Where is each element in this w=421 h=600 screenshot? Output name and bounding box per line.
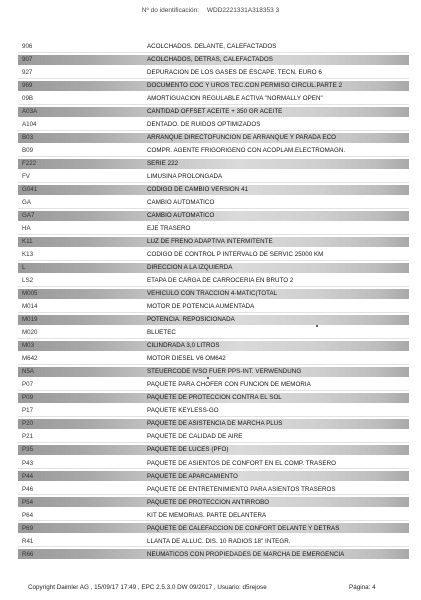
table-row (0, 209, 421, 222)
equipment-code: M642 (22, 355, 38, 363)
table-row (0, 92, 421, 105)
table-row (0, 235, 421, 248)
equipment-description: DENTADO. DE RUIDOS OPTIMIZADOS (147, 121, 261, 129)
equipment-code: N5A (22, 368, 35, 376)
equipment-description: MOTOR DIESEL V6 OM642 (147, 355, 226, 363)
table-row (0, 79, 421, 92)
equipment-description: CODIGO DE CONTROL P INTERVALO DE SERVIC 25000 KM (147, 251, 324, 259)
scan-speck (207, 377, 209, 379)
equipment-description: STEUERCODE IVSO FUER PPS-INT. VERWENDUNG (147, 368, 302, 376)
equipment-description: ETAPA DE CARGA DE CARROCERIA EN BRUTO 2 (147, 277, 294, 285)
equipment-code: M020 (22, 329, 38, 337)
page-number: Página: 4 (349, 584, 376, 591)
row-band (18, 328, 409, 339)
equipment-code: L (22, 264, 26, 272)
table-row (0, 365, 421, 378)
table-row (0, 40, 421, 53)
equipment-code: FV (22, 173, 30, 181)
equipment-code: P35 (22, 446, 34, 454)
table-row (0, 443, 421, 456)
equipment-description: DOCUMENTO COC Y UROS TEC.CON PERMISO CIRCUL.PARTE 2 (147, 82, 343, 90)
equipment-description: PAQUETE DE PROTECCION ANTIRROBO (147, 498, 270, 506)
equipment-description: NEUMATICOS CON PROPIEDADES DE MARCHA DE EMERGENCIA (147, 550, 345, 558)
table-row (0, 196, 421, 209)
equipment-code: A03A (22, 108, 38, 116)
equipment-description: PAQUETE DE CALEFACCION DE CONFORT DELANTE Y DETRAS (147, 524, 340, 532)
equipment-code: A104 (22, 121, 37, 129)
equipment-description: BLUETEC (147, 329, 176, 337)
equipment-code: R66 (22, 550, 34, 558)
equipment-code: P21 (22, 433, 34, 441)
equipment-description: POTENCIA. REPOSICIONADA (147, 316, 235, 324)
scan-speck (316, 325, 318, 327)
equipment-description: DEPURACION DE LOS GASES DE ESCAPE. TECN. EURO 6 (147, 69, 322, 77)
equipment-description: CAMBIO AUTOMATICO (147, 212, 215, 220)
equipment-description: ACOLCHADOS. DELANTE, CALEFACTADOS (147, 43, 277, 50)
equipment-code-list (0, 40, 421, 561)
equipment-code: P46 (22, 485, 34, 493)
table-row (0, 417, 421, 430)
table-row (0, 53, 421, 66)
equipment-code: P17 (22, 407, 34, 415)
table-row (0, 548, 421, 561)
equipment-description: PAQUETE DE PROTECCION CONTRA EL SOL (147, 394, 282, 402)
equipment-description: PAQUETE DE APARCAMIENTO (147, 472, 238, 480)
table-row (0, 535, 421, 548)
table-row (0, 352, 421, 365)
equipment-code: P43 (22, 459, 34, 467)
table-row (0, 248, 421, 261)
equipment-code: 969 (22, 82, 33, 90)
equipment-code: P20 (22, 420, 34, 428)
table-row (0, 391, 421, 404)
equipment-description: ACOLCHADOS, DETRAS, CALEFACTADOS (147, 56, 273, 64)
equipment-code: HA (22, 225, 31, 233)
row-band (18, 159, 409, 169)
equipment-code: K13 (22, 251, 34, 259)
equipment-code: R41 (22, 537, 34, 545)
equipment-description: PAQUETE DE ENTRETENIMIENTO PARA ASIENTOS TRASEROS (147, 485, 336, 493)
equipment-code: F222 (22, 160, 37, 168)
equipment-description: AMORTIGUACION REGULABLE ACTIVA "NORMALLY OPEN" (147, 95, 323, 103)
equipment-code: P69 (22, 524, 34, 532)
equipment-description: CAMBIO AUTOMATICO (147, 199, 215, 207)
table-row (0, 404, 421, 417)
equipment-code: P09 (22, 394, 34, 402)
table-row (0, 430, 421, 443)
equipment-description: PAQUETE KEYLESS-GO (147, 407, 219, 415)
equipment-description: CILINDRADA 3,0 LITROS (147, 342, 220, 350)
vin-number: WDD2221331A318353 3 (206, 7, 280, 14)
table-row (0, 261, 421, 274)
equipment-description: ARRANQUE DIRECTOFUNCION DE ARRANQUE Y PARADA ECO (147, 134, 336, 142)
equipment-description: KIT DE MEMORIAS. PARTE DELANTERA (147, 511, 267, 519)
equipment-code: K11 (22, 238, 33, 246)
table-row (0, 339, 421, 352)
equipment-code: M019 (22, 316, 38, 324)
table-row (0, 483, 421, 496)
table-row (0, 118, 421, 131)
equipment-description: DIRECCION A LA IZQUIERDA (147, 264, 233, 272)
table-row (0, 222, 421, 235)
equipment-description: LUZ DE FRENO ADAPTIVA INTERMITENTE (147, 238, 273, 246)
equipment-code: B03 (22, 134, 34, 142)
row-band (18, 224, 409, 235)
equipment-code: M014 (22, 303, 38, 311)
table-row (0, 378, 421, 391)
equipment-code: LS2 (22, 277, 34, 285)
table-row (0, 496, 421, 509)
table-row (0, 300, 421, 313)
equipment-code: 09B (22, 95, 34, 103)
equipment-description: EJE TRASERO (147, 225, 191, 233)
equipment-description: MOTOR DE POTENCIA AUMENTADA (147, 303, 255, 311)
equipment-code: 907 (22, 56, 33, 64)
equipment-code: GA (22, 199, 31, 207)
equipment-description: VEHICULO CON TRACCION 4-MATIC(TOTAL (147, 290, 278, 298)
equipment-code: P54 (22, 498, 34, 506)
table-row (0, 457, 421, 470)
copyright-text: Copyright Daimler AG , 15/09/17 17:49 , EPC 2.5.3.0 DW 09/2017 , Usuario: d5rejose (28, 584, 267, 591)
equipment-description: SERIE 222 (147, 160, 179, 168)
equipment-code: 927 (22, 69, 33, 77)
equipment-code: P64 (22, 511, 34, 519)
equipment-description: LIMUSINA PROLONGADA (147, 173, 223, 181)
equipment-code: P44 (22, 472, 34, 480)
table-row (0, 274, 421, 287)
document-header (0, 7, 421, 14)
equipment-code: G041 (22, 186, 38, 194)
equipment-description: PAQUETE DE ASIENTOS DE CONFORT EN EL COMP. TRASERO (147, 459, 336, 467)
table-row (0, 144, 421, 157)
table-row (0, 509, 421, 522)
equipment-code: P07 (22, 381, 34, 389)
table-row (0, 66, 421, 79)
table-row (0, 470, 421, 483)
equipment-description: PAQUETE PARA CHOFER CON FUNCION DE MEMORIA (147, 381, 311, 389)
table-row (0, 313, 421, 326)
equipment-description: LLANTA DE ALLUC. DIS. 10 RADIOS 18" INTEGR. (147, 537, 291, 545)
identification-label: Nº do identificación: (141, 7, 200, 14)
equipment-code: 906 (22, 43, 33, 50)
table-row (0, 157, 421, 170)
equipment-code: M005 (22, 290, 38, 298)
equipment-code: GA7 (22, 212, 35, 220)
table-row (0, 287, 421, 300)
equipment-description: CODIGO DE CAMBIO VERSION 41 (147, 186, 249, 194)
table-row (0, 326, 421, 339)
table-row (0, 105, 421, 118)
equipment-description: COMPR. AGENTE FRIGORIGENO CON ACOPLAM.ELECTROMAGN. (147, 147, 346, 155)
equipment-code: B09 (22, 147, 34, 155)
equipment-description: PAQUETE DE ASISTENCIA DE MARCHA PLUS (147, 420, 283, 428)
table-row (0, 170, 421, 183)
equipment-code: M03 (22, 342, 35, 350)
table-row (0, 131, 421, 144)
table-row (0, 183, 421, 196)
table-row (0, 522, 421, 535)
equipment-description: PAQUETE DE LUCES (PFO) (147, 446, 229, 454)
equipment-description: PAQUETE DE CALIDAD DE AIRE (147, 433, 243, 441)
equipment-description: CANTIDAD OFFSET ACEITE + 350 GR ACEITE (147, 108, 283, 116)
